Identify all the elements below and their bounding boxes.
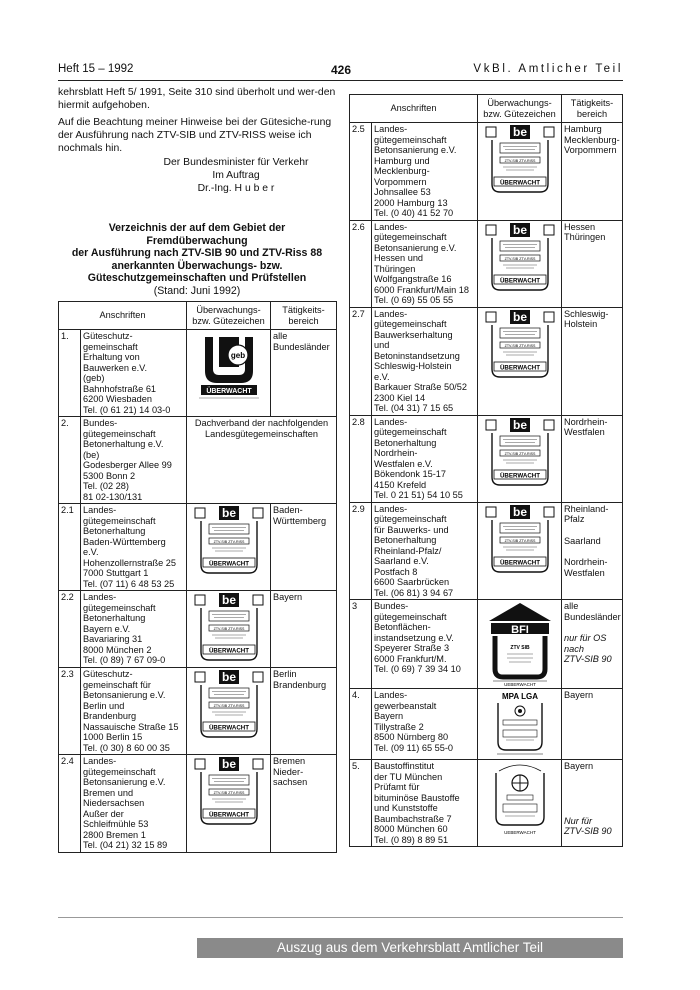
entry-number: 2.9 xyxy=(350,502,372,600)
page-header xyxy=(58,63,623,79)
entry-area: Hamburg Mecklenburg- Vorpommern xyxy=(562,123,623,221)
entry-number: 3 xyxy=(350,600,372,689)
svg-text:ÜBERWACHT: ÜBERWACHT xyxy=(499,472,540,479)
entry-seal xyxy=(187,668,271,755)
entry-number: 2.3 xyxy=(59,668,81,755)
table-row xyxy=(59,504,337,591)
table-row xyxy=(59,668,337,755)
table-row xyxy=(350,600,623,689)
entry-area: Bayern Nur für ZTV-SIB 90 xyxy=(562,760,623,847)
entry-seal xyxy=(478,502,562,600)
entry-area: Nordrhein- Westfalen xyxy=(562,415,623,502)
entry-address: Bundes- gütegemeinschaft Betonflächen- instandsetzung e.V. Speyerer Straße 3 6000 Frankfurt/M. Tel. (0 69) 7 39 34 10 xyxy=(372,600,478,689)
table-row xyxy=(59,755,337,853)
entry-number: 2.4 xyxy=(59,755,81,853)
svg-text:MPA LGA: MPA LGA xyxy=(501,692,538,701)
page-number: 426 xyxy=(331,63,352,77)
be-quality-seal-icon xyxy=(483,309,557,383)
column-header-addresses: Anschriften xyxy=(59,302,187,330)
list-title-line-1: Verzeichnis der auf dem Gebiet der Fremdüberwachung xyxy=(108,222,286,247)
entry-seal xyxy=(478,220,562,307)
list-title-line-3: anerkannten Überwachungs- bzw. xyxy=(111,259,283,272)
entry-area: Hessen Thüringen xyxy=(562,220,623,307)
entry-seal xyxy=(478,307,562,415)
entry-address: Baustoffinstitut der TU München Prüfamt für bituminöse Baustoffe und Kunststoffe Baumbachstraße 7 8000 München 60 Tel. (0 89) 8 89 51 xyxy=(372,760,478,847)
entry-seal xyxy=(187,504,271,591)
svg-text:be: be xyxy=(221,593,236,607)
entry-area: Rheinland- Pfalz Saarland Nordrhein- Westfalen xyxy=(562,502,623,600)
table-header-row xyxy=(350,95,623,123)
registry-table-left xyxy=(58,301,337,853)
entry-number: 2.6 xyxy=(350,220,372,307)
svg-text:ZTV-SIB ZTV-RISS: ZTV-SIB ZTV-RISS xyxy=(504,343,535,348)
entry-address: Bundes- gütegemeinschaft Betonerhaltung e.V. (be) Godesberger Allee 99 5300 Bonn 2 Tel. (02 28) 81 02-130/131 xyxy=(81,417,187,504)
entry-address: Landes- gütegemeinschaft Betonsanierung e.V. Bremen und Niedersachsen Außer der Schleifmühle 53 2800 Bremen 1 Tel. (04 21) 32 15 89 xyxy=(81,755,187,853)
svg-text:be: be xyxy=(221,670,236,684)
entry-address: Landes- gütegemeinschaft Betonsanierung e.V. Hessen und Thüringen Wolfgangstraße 16 6000 Frankfurt/Main 18 Tel. (0 69) 55 05 55 xyxy=(372,220,478,307)
entry-address: Landes- gütegemeinschaft für Bauwerks- und Betonerhaltung Rheinland-Pfalz/ Saarland e.V. Postfach 8 6600 Saarbrücken Tel. (06 81) 3 94 67 xyxy=(372,502,478,600)
entry-address: Landes- gewerbeanstalt Bayern Tillystraße 2 8500 Nürnberg 80 Tel. (09 11) 65 55-0 xyxy=(372,689,478,760)
entry-area: Bayern xyxy=(271,591,337,668)
footer-banner: Auszug aus dem Verkehrsblatt Amtlicher Teil xyxy=(197,938,623,958)
table-row xyxy=(350,220,623,307)
entry-number: 2. xyxy=(59,417,81,504)
be-quality-seal-icon xyxy=(483,417,557,491)
table-row xyxy=(350,307,623,415)
be-quality-seal-icon xyxy=(483,124,557,198)
entry-area: Baden- Württemberg xyxy=(271,504,337,591)
list-title-line-2: der Ausführung nach ZTV-SIB 90 und ZTV-Riss 88 xyxy=(71,247,323,259)
svg-text:ÜBERWACHT: ÜBERWACHT xyxy=(499,179,540,187)
entry-seal xyxy=(187,591,271,668)
column-header-area: Tätigkeits- bereich xyxy=(562,95,623,123)
be-quality-seal-icon xyxy=(192,756,266,830)
entry-address: Landes- gütegemeinschaft Bauwerkserhaltung und Betoninstandsetzung Schleswig-Holstein e.V. Barkauer Straße 50/52 2300 Kiel 14 Tel. (04 31) 7 15 65 xyxy=(372,307,478,415)
be-quality-seal-icon xyxy=(483,222,557,296)
svg-text:ÜBERWACHT: ÜBERWACHT xyxy=(499,559,540,566)
entry-seal xyxy=(187,755,271,853)
entry-seal xyxy=(478,415,562,502)
section-label: VkBl. Amtlicher Teil xyxy=(473,63,623,75)
mpa-lga-seal-icon xyxy=(489,690,551,758)
svg-text:be: be xyxy=(512,222,527,237)
entry-seal xyxy=(478,600,562,689)
be-quality-seal-icon xyxy=(483,504,557,578)
registry-table-right xyxy=(349,94,623,847)
signature-block xyxy=(148,156,324,195)
svg-text:be: be xyxy=(221,506,236,520)
entry-number: 2.1 xyxy=(59,504,81,591)
list-title xyxy=(58,222,336,297)
svg-text:ZTV-SIB ZTV-RISS: ZTV-SIB ZTV-RISS xyxy=(504,256,535,261)
table-row xyxy=(350,415,623,502)
entry-address: Landes- gütegemeinschaft Betonerhaltung Baden-Württemberg e.V. Hohenzollernstraße 25 7000 Stuttgart 1 Tel. (07 11) 6 48 53 25 xyxy=(81,504,187,591)
entry-number: 1. xyxy=(59,330,81,417)
intro-text xyxy=(58,86,336,159)
entry-area: alle Bundesländer xyxy=(271,330,337,417)
header-rule xyxy=(58,80,623,81)
table-row xyxy=(350,689,623,760)
be-quality-seal-icon xyxy=(192,669,266,743)
column-header-seal: Überwachungs- bzw. Gütezeichen xyxy=(478,95,562,123)
svg-text:ZTV-SIB ZTV-RISS: ZTV-SIB ZTV-RISS xyxy=(504,159,535,163)
entry-seal xyxy=(187,330,271,417)
entry-number: 2.7 xyxy=(350,307,372,415)
entry-number: 5. xyxy=(350,760,372,847)
entry-seal xyxy=(478,760,562,847)
table-row xyxy=(350,502,623,600)
tum-institute-seal-icon xyxy=(487,761,553,837)
entry-address: Landes- gütegemeinschaft Betonerhaltung Nordrhein- Westfalen e.V. Bökendonk 15-17 4150 Krefeld Tel. 0 21 51) 54 10 55 xyxy=(372,415,478,502)
svg-text:BFI: BFI xyxy=(510,624,529,636)
be-quality-seal-icon xyxy=(192,505,266,579)
entry-number: 2.2 xyxy=(59,591,81,668)
svg-text:ZTV-SIB ZTV-RISS: ZTV-SIB ZTV-RISS xyxy=(504,538,535,543)
list-title-date: (Stand: Juni 1992) xyxy=(153,284,241,297)
column-header-addresses: Anschriften xyxy=(350,95,478,123)
entry-address: Güteschutz- gemeinschaft Erhaltung von Bauwerken e.V. (geb) Bahnhofstraße 61 6200 Wiesbaden Tel. (0 61 21) 14 03-0 xyxy=(81,330,187,417)
intro-paragraph-1: kehrsblatt Heft 5/ 1991, Seite 310 sind überholt und wer-den hiermit aufgehoben. xyxy=(58,87,336,111)
entry-address: Landes- gütegemeinschaft Betonerhaltung Bayern e.V. Bavariaring 31 8000 München 2 Tel. (0 89) 7 67 09-0 xyxy=(81,591,187,668)
intro-paragraph-2: Auf die Beachtung meiner Hinweise bei der Gütesiche-rung der Ausführung nach ZTV-SIB und ZTV-RISS weise ich nochmals hin. xyxy=(58,117,332,154)
entry-seal xyxy=(478,689,562,760)
svg-text:ZTV-SIB ZTV-RISS: ZTV-SIB ZTV-RISS xyxy=(213,540,244,544)
list-title-line-4: Güteschutzgemeinschaften und Prüfstellen xyxy=(87,272,307,284)
entry-area: Berlin Brandenburg xyxy=(271,668,337,755)
svg-text:ZTV-SIB ZTV-RISS: ZTV-SIB ZTV-RISS xyxy=(213,704,244,708)
signature-line-1: Der Bundesminister für Verkehr xyxy=(163,157,309,168)
svg-text:ÜBERWACHT: ÜBERWACHT xyxy=(208,647,249,655)
entry-address: Güteschutz- gemeinschaft für Betonsanierung e.V. Berlin und Brandenburg Nassauische Straße 15 1000 Berlin 15 Tel. (0 30) 8 60 00 35 xyxy=(81,668,187,755)
entry-area: Bremen Nieder- sachsen xyxy=(271,755,337,853)
entry-note: Dachverband der nachfolgenden Landesgütegemeinschaften xyxy=(187,417,337,504)
be-quality-seal-icon xyxy=(192,592,266,666)
entry-number: 4. xyxy=(350,689,372,760)
svg-text:ZTV-SIB ZTV-RISS: ZTV-SIB ZTV-RISS xyxy=(213,627,244,631)
svg-text:ÜBERWACHT: ÜBERWACHT xyxy=(208,724,249,732)
svg-text:ZTV SIB: ZTV SIB xyxy=(509,645,530,651)
svg-text:ÜBERWACHT: ÜBERWACHT xyxy=(499,364,540,371)
bfi-quality-seal-icon xyxy=(483,601,557,687)
svg-text:UEBERWACHT: UEBERWACHT xyxy=(503,830,536,835)
svg-text:be: be xyxy=(512,417,527,432)
svg-text:be: be xyxy=(512,309,527,324)
entry-number: 2.5 xyxy=(350,123,372,221)
table-row xyxy=(59,417,337,504)
table-row xyxy=(350,760,623,847)
entry-number: 2.8 xyxy=(350,415,372,502)
entry-area: Schleswig- Holstein xyxy=(562,307,623,415)
table-row xyxy=(59,330,337,417)
table-header-row xyxy=(59,302,337,330)
svg-text:be: be xyxy=(221,757,236,771)
svg-text:ZTV-SIB ZTV-RISS: ZTV-SIB ZTV-RISS xyxy=(213,791,244,795)
svg-text:UEBERWACHT: UEBERWACHT xyxy=(503,682,536,687)
geb-quality-seal-icon xyxy=(191,331,267,403)
signature-line-3: Dr.-Ing. H u b e r xyxy=(197,183,275,194)
entry-area: Bayern xyxy=(562,689,623,760)
signature-line-2: Im Auftrag xyxy=(212,170,260,181)
footer-rule xyxy=(58,917,623,918)
svg-text:ÜBERWACHT: ÜBERWACHT xyxy=(208,811,249,819)
svg-text:ÜBERWACHT: ÜBERWACHT xyxy=(205,388,252,395)
svg-text:ÜBERWACHT: ÜBERWACHT xyxy=(499,277,540,284)
column-header-seal: Überwachungs- bzw. Gütezeichen xyxy=(187,302,271,330)
column-header-area: Tätigkeits- bereich xyxy=(271,302,337,330)
issue-label: Heft 15 – 1992 xyxy=(58,63,134,75)
svg-text:ÜBERWACHT: ÜBERWACHT xyxy=(208,560,249,568)
table-row xyxy=(59,591,337,668)
svg-text:be: be xyxy=(512,125,527,139)
entry-address: Landes- gütegemeinschaft Betonsanierung e.V. Hamburg und Mecklenburg- Vorpommern Johnsallee 53 2000 Hamburg 13 Tel. (0 40) 41 52 70 xyxy=(372,123,478,221)
svg-text:geb: geb xyxy=(230,351,245,360)
svg-text:ZTV-SIB ZTV-RISS: ZTV-SIB ZTV-RISS xyxy=(504,451,535,456)
entry-area: alle Bundesländer nur für OS nach ZTV-SIB 90 xyxy=(562,600,623,689)
entry-seal xyxy=(478,123,562,221)
svg-text:be: be xyxy=(512,504,527,519)
table-row xyxy=(350,123,623,221)
